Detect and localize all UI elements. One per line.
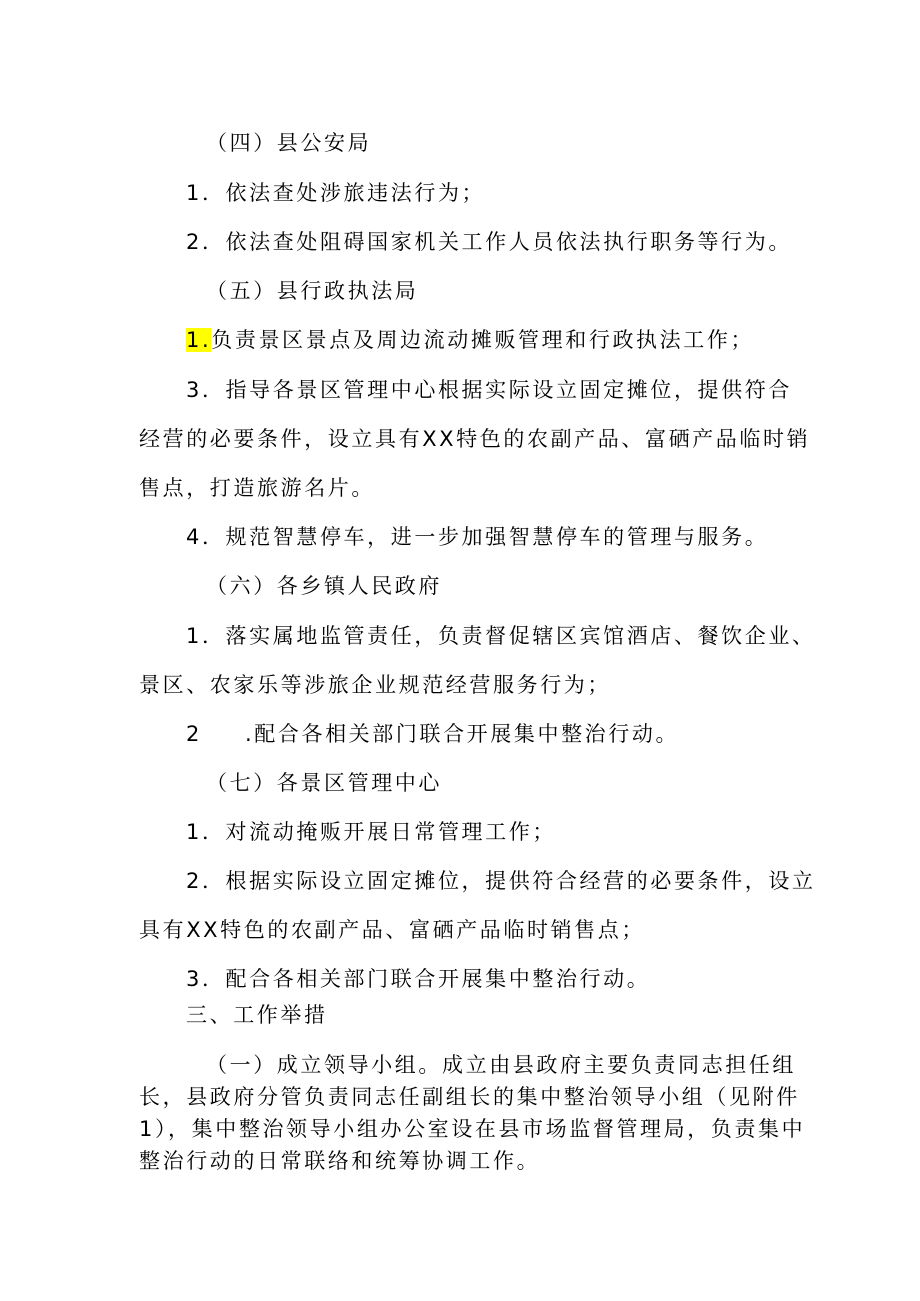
paragraph: 整治行动的日常联络和统筹协调工作。	[139, 1149, 541, 1173]
paragraph: 4．规范智慧停车，进一步加强智慧停车的管理与服务。	[186, 525, 769, 549]
chapter-heading: 三、工作举措	[186, 1003, 328, 1027]
paragraph: 长，县政府分管负责同志任副组长的集中整治领导小组（见附件	[139, 1085, 800, 1109]
section-heading: （六）各乡镇人民政府	[206, 574, 442, 598]
paragraph: 3．指导各景区管理中心根据实际设立固定摊位，提供符合	[186, 378, 792, 402]
paragraph: 2．依法查处阻碍国家机关工作人员依法执行职务等行为。	[186, 230, 792, 254]
paragraph: 经营的必要条件，设立具有XX特色的农副产品、富硒产品临时销	[139, 427, 811, 451]
highlight-marker: 1.	[186, 328, 212, 352]
section-heading: （五）县行政执法局	[206, 279, 419, 303]
paragraph: 1．依法查处涉旅违法行为；	[186, 181, 486, 205]
paragraph-number: 2	[186, 722, 202, 746]
paragraph: （一）成立领导小组。成立由县政府主要负责同志担任组	[206, 1053, 796, 1077]
paragraph: 1），集中整治领导小组办公室设在县市场监督管理局，负责集中	[139, 1117, 806, 1141]
paragraph: 1．落实属地监管责任，负责督促辖区宾馆酒店、餐饮企业、	[186, 624, 816, 648]
paragraph: 具有XX特色的农副产品、富硒产品临时销售点；	[139, 918, 645, 942]
paragraph-text: 负责景区景点及周边流动摊贩管理和行政执法工作；	[211, 328, 755, 352]
section-heading: （四）县公安局	[206, 131, 372, 155]
paragraph: 3．配合各相关部门联合开展集中整治行动。	[186, 967, 651, 991]
paragraph: 售点，打造旅游名片。	[139, 476, 375, 500]
paragraph: .配合各相关部门联合开展集中整治行动。	[245, 722, 680, 746]
paragraph	[186, 325, 754, 355]
paragraph: 景区、农家乐等涉旅企业规范经营服务行为；	[139, 673, 611, 697]
section-heading: （七）各景区管理中心	[206, 771, 442, 795]
paragraph: 1．对流动掩贩开展日常管理工作；	[186, 820, 556, 844]
paragraph: 2．根据实际设立固定摊位，提供符合经营的必要条件，设立	[186, 869, 816, 893]
